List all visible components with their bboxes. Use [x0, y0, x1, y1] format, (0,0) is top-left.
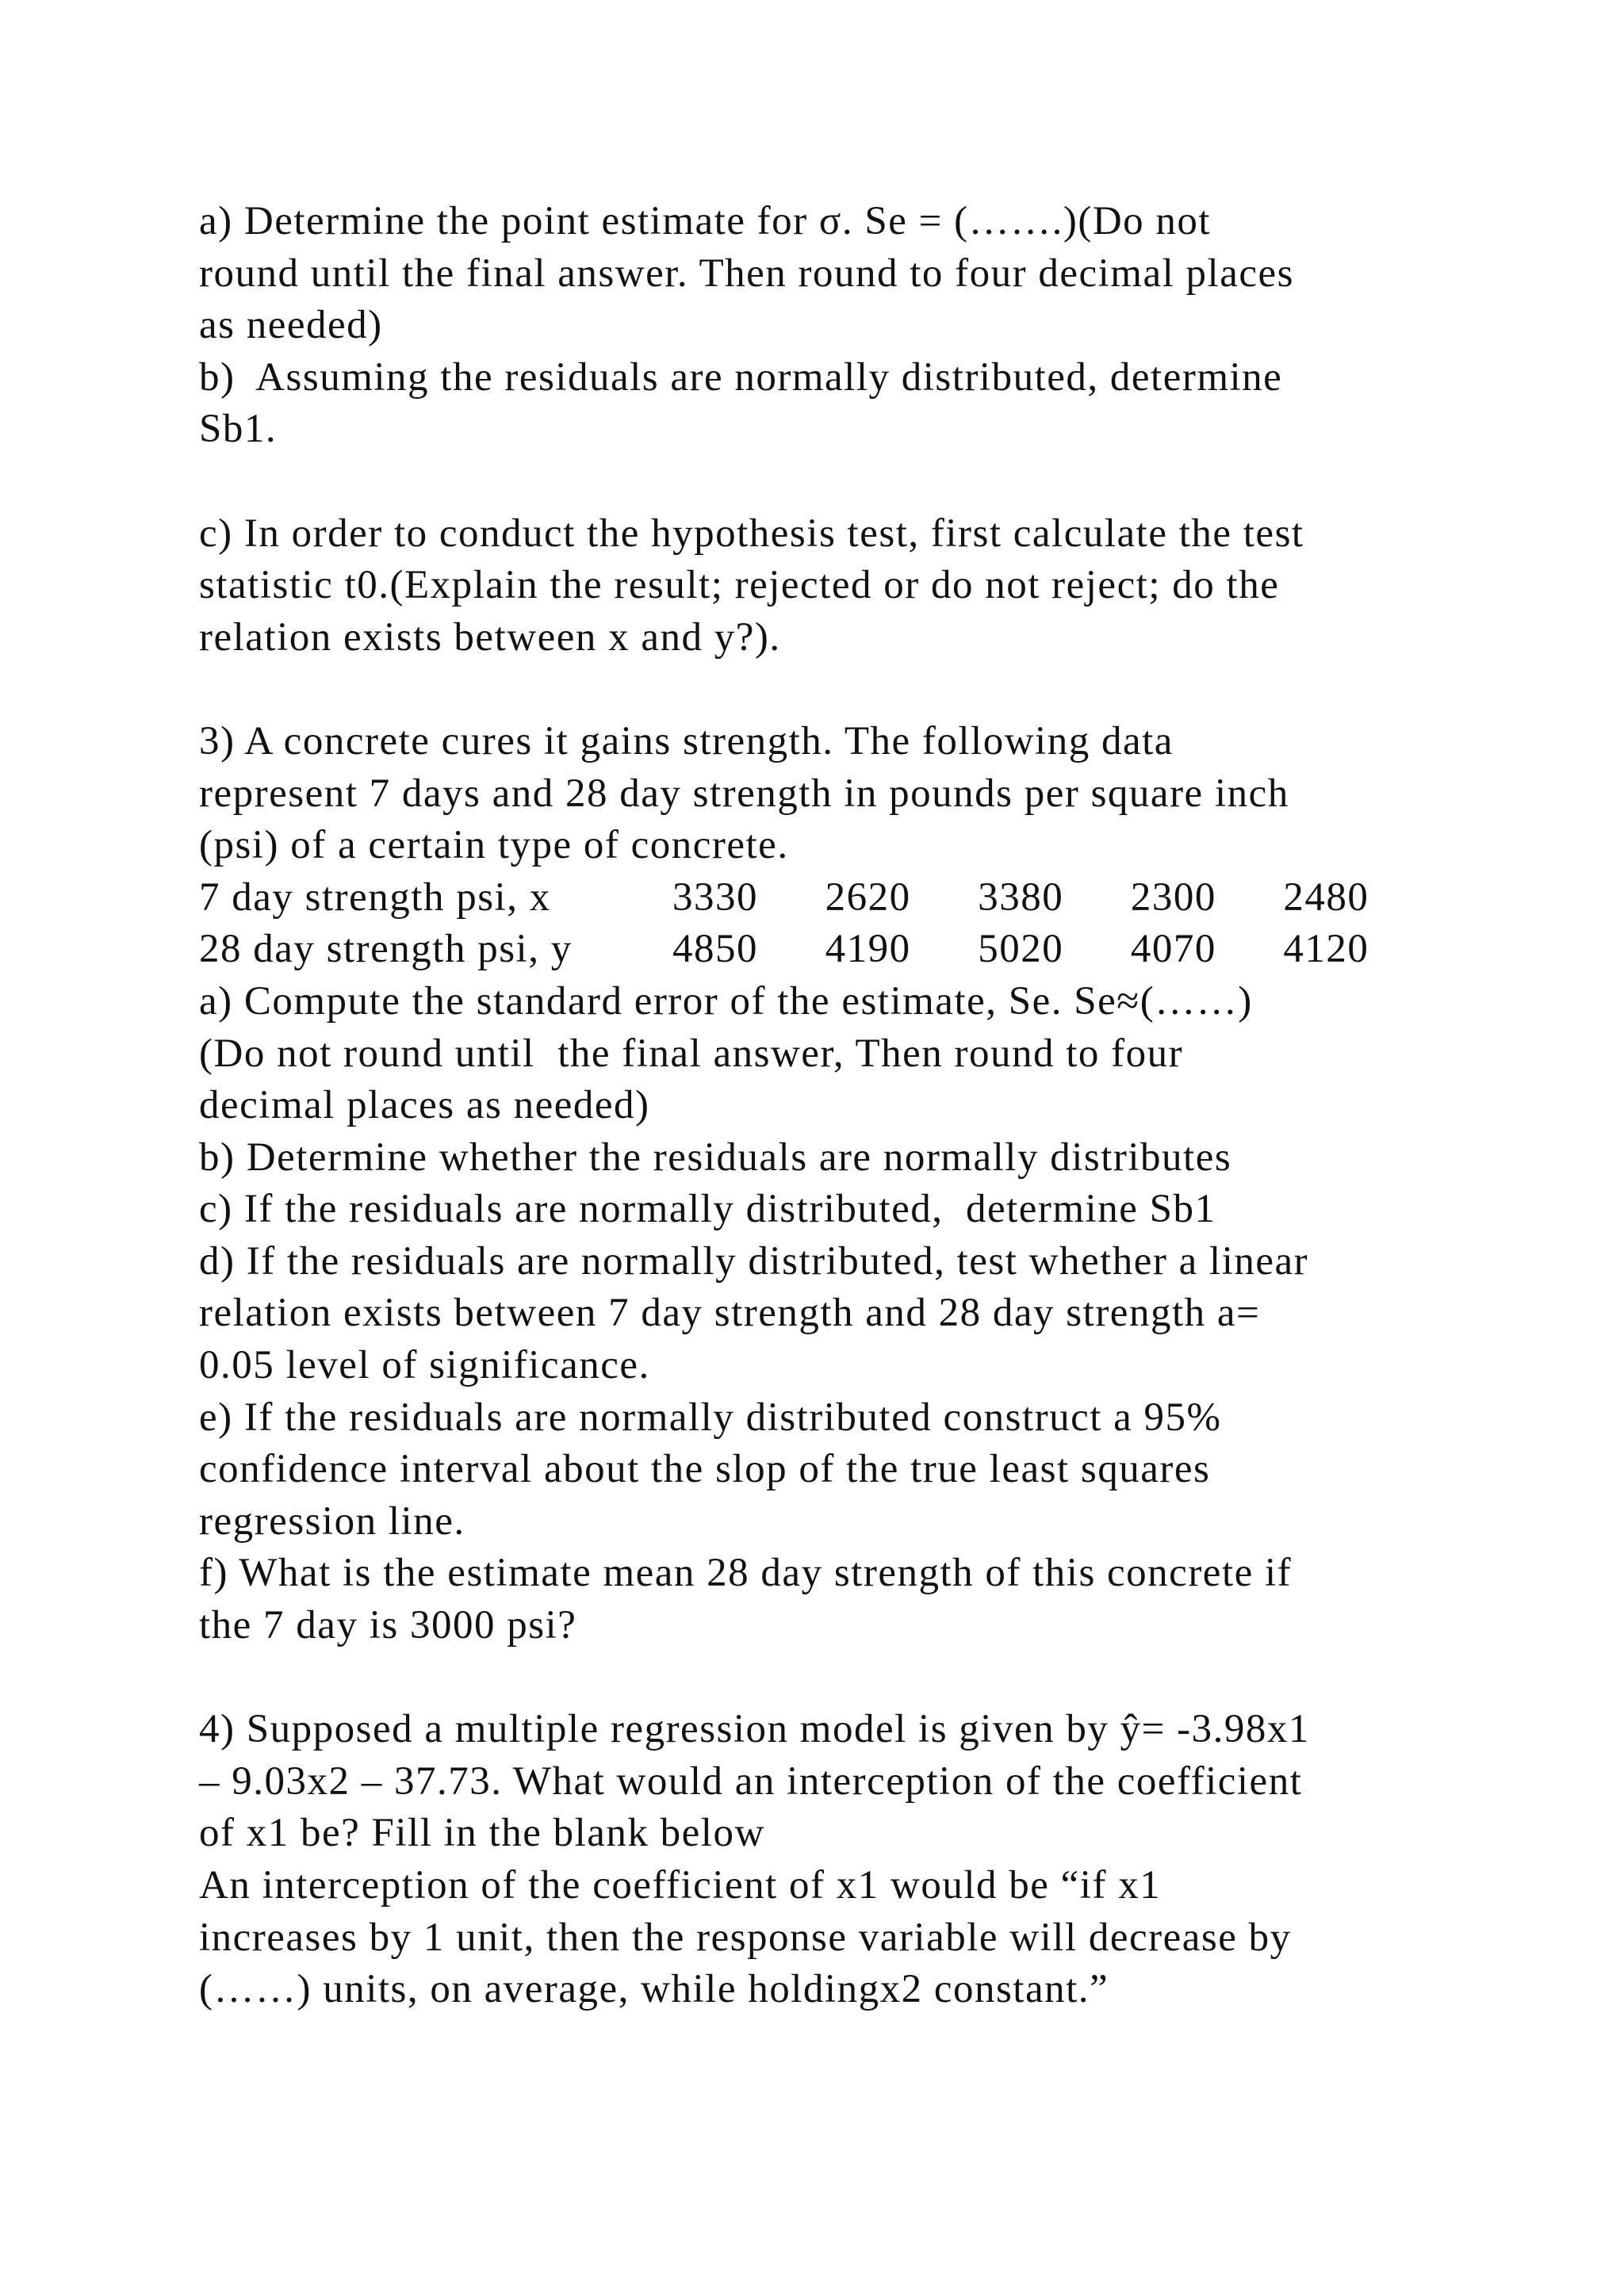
question-3a-line-1: a) Compute the standard error of the estimate, Se. Se≈(……): [199, 978, 1253, 1024]
table-cell: 4850: [672, 927, 759, 972]
question-3c-line-1: c) If the residuals are normally distributed, determine Sb1: [199, 1187, 1216, 1232]
document-page: [199, 196, 1436, 2016]
question-3a-line-3: decimal places as needed): [199, 1083, 650, 1128]
part-c-line-1: c) In order to conduct the hypothesis test, first calculate the test: [199, 511, 1304, 556]
question-3d-line-3: 0.05 level of significance.: [199, 1343, 650, 1388]
question-3e-line-1: e) If the residuals are normally distributed construct a 95%: [199, 1395, 1222, 1440]
part-b-line-2: Sb1.: [199, 407, 278, 452]
table-cell: 4190: [825, 927, 911, 972]
table-row-y: [199, 924, 1436, 976]
row-label-x: 7 day strength psi, x: [199, 874, 551, 920]
part-a-line-2: round until the final answer. Then round to four decimal places: [199, 251, 1294, 296]
table-row-x: [199, 872, 1436, 924]
table-cell: 5020: [978, 927, 1064, 972]
question-3f-line-1: f) What is the estimate mean 28 day strength of this concrete if: [199, 1551, 1293, 1596]
table-cell: 2620: [825, 874, 911, 920]
question-4-line-5: increases by 1 unit, then the response variable will decrease by: [199, 1915, 1292, 1960]
part-b-line-1: b) Assuming the residuals are normally distributed, determine: [199, 354, 1283, 400]
spacer: [199, 1652, 1436, 1705]
spacer: [199, 456, 1436, 508]
question-3f-line-2: the 7 day is 3000 psi?: [199, 1603, 577, 1648]
question-4-line-2: – 9.03x2 – 37.73. What would an interception of the coefficient: [199, 1758, 1303, 1804]
question-4-line-3: of x1 be? Fill in the blank below: [199, 1811, 765, 1856]
row-label-y: 28 day strength psi, y: [199, 927, 573, 972]
question-3b-line-1: b) Determine whether the residuals are normally distributes: [199, 1135, 1232, 1180]
spacer: [199, 664, 1436, 716]
table-cell: 4120: [1283, 927, 1369, 972]
table-cell: 3330: [672, 874, 759, 920]
table-cell: 4070: [1130, 927, 1216, 972]
question-3d-line-1: d) If the residuals are normally distributed, test whether a linear: [199, 1238, 1309, 1284]
question-4-line-4: An interception of the coefficient of x1 would be “if x1: [199, 1863, 1162, 1908]
part-a-line-3: as needed): [199, 303, 383, 348]
question-3e-line-2: confidence interval about the slop of the true least squares: [199, 1447, 1211, 1492]
question-4-line-6: (……) units, on average, while holdingx2 constant.”: [199, 1967, 1109, 2012]
part-c-line-3: relation exists between x and y?).: [199, 614, 781, 660]
question-3a-line-2: (Do not round until the final answer, Then round to four: [199, 1031, 1184, 1076]
question-3-intro-line-3: (psi) of a certain type of concrete.: [199, 823, 789, 868]
question-3-intro-line-1: 3) A concrete cures it gains strength. The following data: [199, 718, 1174, 763]
table-cell: 2480: [1283, 874, 1369, 920]
table-cell: 3380: [978, 874, 1064, 920]
part-c-line-2: statistic t0.(Explain the result; rejected or do not reject; do the: [199, 563, 1280, 608]
table-cell: 2300: [1130, 874, 1216, 920]
part-a-line-1: a) Determine the point estimate for σ. Se = (…….)(Do not: [199, 199, 1212, 243]
question-3d-line-2: relation exists between 7 day strength and 28 day strength a=: [199, 1291, 1261, 1336]
question-3e-line-3: regression line.: [199, 1498, 465, 1544]
question-3-intro-line-2: represent 7 days and 28 day strength in pounds per square inch: [199, 771, 1289, 816]
question-4-line-1: 4) Supposed a multiple regression model is given by ŷ= -3.98x1: [199, 1707, 1310, 1752]
